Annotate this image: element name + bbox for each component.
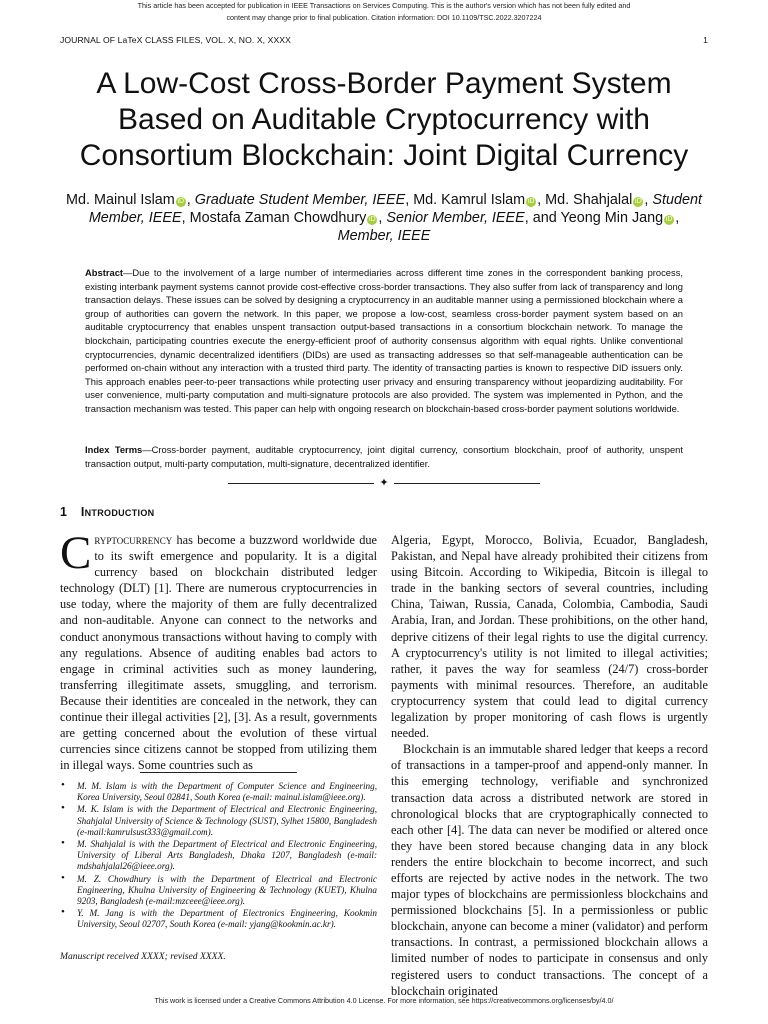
author-name: Mostafa Zaman Chowdhury [189, 210, 367, 226]
orcid-icon[interactable]: iD [635, 198, 642, 205]
footnote-item: • Y. M. Jang is with the Department of Electronics Engineering, Kookmin University, Seoul 02707, South Korea (e-mail: yjang@kookmin.ac.kr). [61, 906, 377, 930]
footnote-rule [140, 772, 297, 773]
lead-word: ryptocurrency [94, 533, 173, 547]
author-name: Yeong Min Jang [560, 210, 664, 226]
license-footer: This work is licensed under a Creative Commons Attribution 4.0 License. For more information, see https://creativecommons.org/licenses/by/4.0/ [154, 996, 614, 1005]
author-name: Md. Kamrul Islam [413, 192, 526, 208]
title-line: Based on Auditable Cryptocurrency with [118, 103, 650, 136]
running-head [60, 35, 708, 45]
footnote-item: • M. Z. Chowdhury is with the Department of Electrical and Electronic Engineering, Khulna University of Engineering & Technology (KUET), Khulna 9203, Bangladesh (e-mail:mzceee@ieee.org). [61, 871, 377, 907]
page-number: 1 [703, 35, 708, 45]
bullet-icon: • [61, 837, 65, 850]
author-list: Md. Mainul Islam iD , Graduate Student Member, IEEE, Md. Kamrul Islam iD , Md. Shahjalal iD , Student Member, IEEE, Mostafa Zaman Chowdhury iD , Senior Member, IEEE, and Yeong Min Jang iD , Member, IEEE [66, 192, 702, 244]
index-terms [85, 443, 683, 470]
abstract [85, 266, 683, 416]
body-column-left [60, 527, 377, 773]
body-paragraph: Blockchain is an immutable shared ledger that keeps a record of transactions in a tamper-proof and append-only manner. In this emerging technology, verifiable and synchronized transaction data across a distributed network are stored in chronological blocks that are cryptographically connected to each other [4]. The data can never be modified or altered once they have been stored because changing data in any block renders the entire blockchain to become incorrect, and such efforts are rejected by active nodes in the network. The two major types of blockchains are permissionless blockchains and permissioned blockchains [5]. In a permissionless or public blockchain, anyone can become a miner (validator) and perform transactions. In contrast, a permissioned blockchain allows a limited number of nodes to participate in consensus and only registered users to conduct transactions. The concept of a blockchain originated [391, 742, 708, 998]
author-membership: Student Member, IEEE [88, 192, 702, 226]
index-terms-label: Index Terms [85, 444, 143, 455]
journal-name: JOURNAL OF LaTeX CLASS FILES, VOL. X, NO. X, XXXX [60, 35, 291, 45]
bullet-icon: • [61, 779, 65, 791]
title-line: A Low-Cost Cross-Border Payment System [96, 67, 672, 100]
diamond-icon: ✦ [379, 477, 389, 489]
publication-notice-line2: content may change prior to final publication. Citation information: DOI 10.1109/TSC.2022.3207224 [226, 13, 542, 22]
author-membership: Senior Member, IEEE [386, 210, 525, 226]
title-line: Consortium Blockchain: Joint Digital Currency [79, 139, 689, 172]
affiliation-footnotes [60, 781, 377, 932]
index-terms-text: —Cross-border payment, auditable cryptocurrency, joint digital currency, consortium blockchain, proof of authority, unspent transaction output, multi-party computation, multi-signature, decentralized identifier. [85, 444, 683, 469]
body-column-right [391, 532, 708, 999]
footnote-item: • M. Shahjalal is with the Department of Electrical and Electronic Engineering, University of Liberal Arts Bangladesh, Dhaka 1207, Bangladesh (e-mail: mdshahjalal26@ieee.org). [61, 837, 377, 872]
publication-notice-line1: This article has been accepted for publication in IEEE Transactions on Services Computing. This is the author's version which has not been fully edited and [137, 1, 631, 10]
orcid-icon[interactable]: iD [665, 216, 673, 223]
section-divider [228, 476, 540, 490]
bullet-icon: • [61, 906, 65, 919]
paper-title [40, 66, 728, 174]
publication-notice [0, 0, 768, 24]
author-name: Md. Shahjalal [545, 192, 633, 208]
orcid-icon[interactable]: iD [369, 216, 376, 223]
manuscript-dates: Manuscript received XXXX; revised XXXX. [60, 951, 226, 962]
section-title: Introduction [80, 505, 155, 519]
body-paragraph: Algeria, Egypt, Morocco, Bolivia, Ecuador, Bangladesh, Pakistan, and Nepal have already prohibited their citizens from using Bitcoin. According to Wikipedia, Bitcoin is illegal to trade in the banking sectors of several countries, including China, Taiwan, Russia, Canada, Colombia, Cambodia, Saudi Arabia, Iran, and Jordan. These prohibitions, on the other hand, deprive citizens of their legal rights to use the digital currency. A cryptocurrency's utility is not limited to illegal activities; rather, it paves the way for seamless (24/7) cross-border payments with minimal resources. Therefore, an auditable cryptocurrency system that could lead to digital currency legalization by proper monitoring of cash flows is urgently needed. [391, 533, 708, 741]
section-heading [60, 505, 154, 519]
abstract-text: —Due to the involvement of a large number of intermediaries across different time zones in the correspondent banking process, existing interbank payment systems cannot provide cost-effective cross-border transactions. They also suffer from lack of transparency and long transaction delays. These issues can be solved by designing a cryptocurrency in an auditable manner using a permissioned blockchain where a group of authorities can govern the network. In this paper, we propose a low-cost, seamless cross-border payment system based on an auditable cryptocurrency that enables unspent transaction output-based transactions in a consortium blockchain network. To manage the blockchain, participating countries execute the energy-efficient proof of authority consensus algorithm with equal rights. Unlike conventional cryptocurrencies, dynamic decentralized identifiers (DIDs) are used as transacting addresses so that self-manageable authentication can be performed on-chain without any interaction with a trusted third party. The identity of transacting parties is known to respective DID issuers only. This approach enables peer-to-peer transactions while protecting user privacy and ensuring transparency without jeopardizing auditability. For user convenience, multi-party computation and multi-signature protocols are also provided. The system was implemented in Python, and the transaction mechanism was tested. This paper can help with ongoing research on blockchain-based cross-border payment solutions worldwide. [85, 267, 683, 414]
abstract-label: Abstract [85, 267, 124, 278]
footnote-item: • M. K. Islam is with the Department of Electrical and Electronic Engineering, Shahjalal University of Science & Technology (SUST), Sylhet 15800, Bangladesh (e-mail:kamrulsust333@gmail.com). [61, 802, 377, 837]
paragraph-text: has become a buzzword worldwide due to its swift emergence and popularity. It is a digital currency based on blockchain distributed ledger technology (DLT) [1]. There are numerous cryptocurrencies in use today, where the majority of them are fully decentralized and non-auditable. Anyone can connect to the networks and conduct anonymous transactions without having to comply with any regulations. Absence of auditing enables bad actors to engage in criminal activities such as money laundering, transferring illegitimate assets, smuggling, and terrorism. Because their identities are concealed in the network, they can continue their illegal activities [2], [3]. As a result, governments are getting concerned about the evolution of these virtual currencies since citizens cannot be stopped from utilizing them in illegal ways. Some countries such as [60, 533, 377, 773]
orcid-icon[interactable]: iD [527, 198, 535, 205]
drop-cap: C [60, 527, 92, 579]
body-paragraph [60, 527, 377, 773]
bullet-icon: • [61, 871, 65, 884]
author-membership: Graduate Student Member, IEEE [194, 192, 406, 208]
footnote-item: • M. M. Islam is with the Department of Computer Science and Engineering, Korea University, Seoul 02841, South Korea (e-mail: mainul.islam@ieee.org). [61, 779, 377, 803]
author-membership: Member, IEEE [337, 228, 431, 244]
orcid-icon[interactable]: iD [177, 198, 185, 205]
divider-rule-right [394, 483, 540, 484]
author-name: Md. Mainul Islam [66, 192, 175, 208]
bullet-icon: • [61, 802, 65, 815]
divider-rule-left [228, 483, 374, 484]
section-number: 1 [60, 505, 67, 519]
